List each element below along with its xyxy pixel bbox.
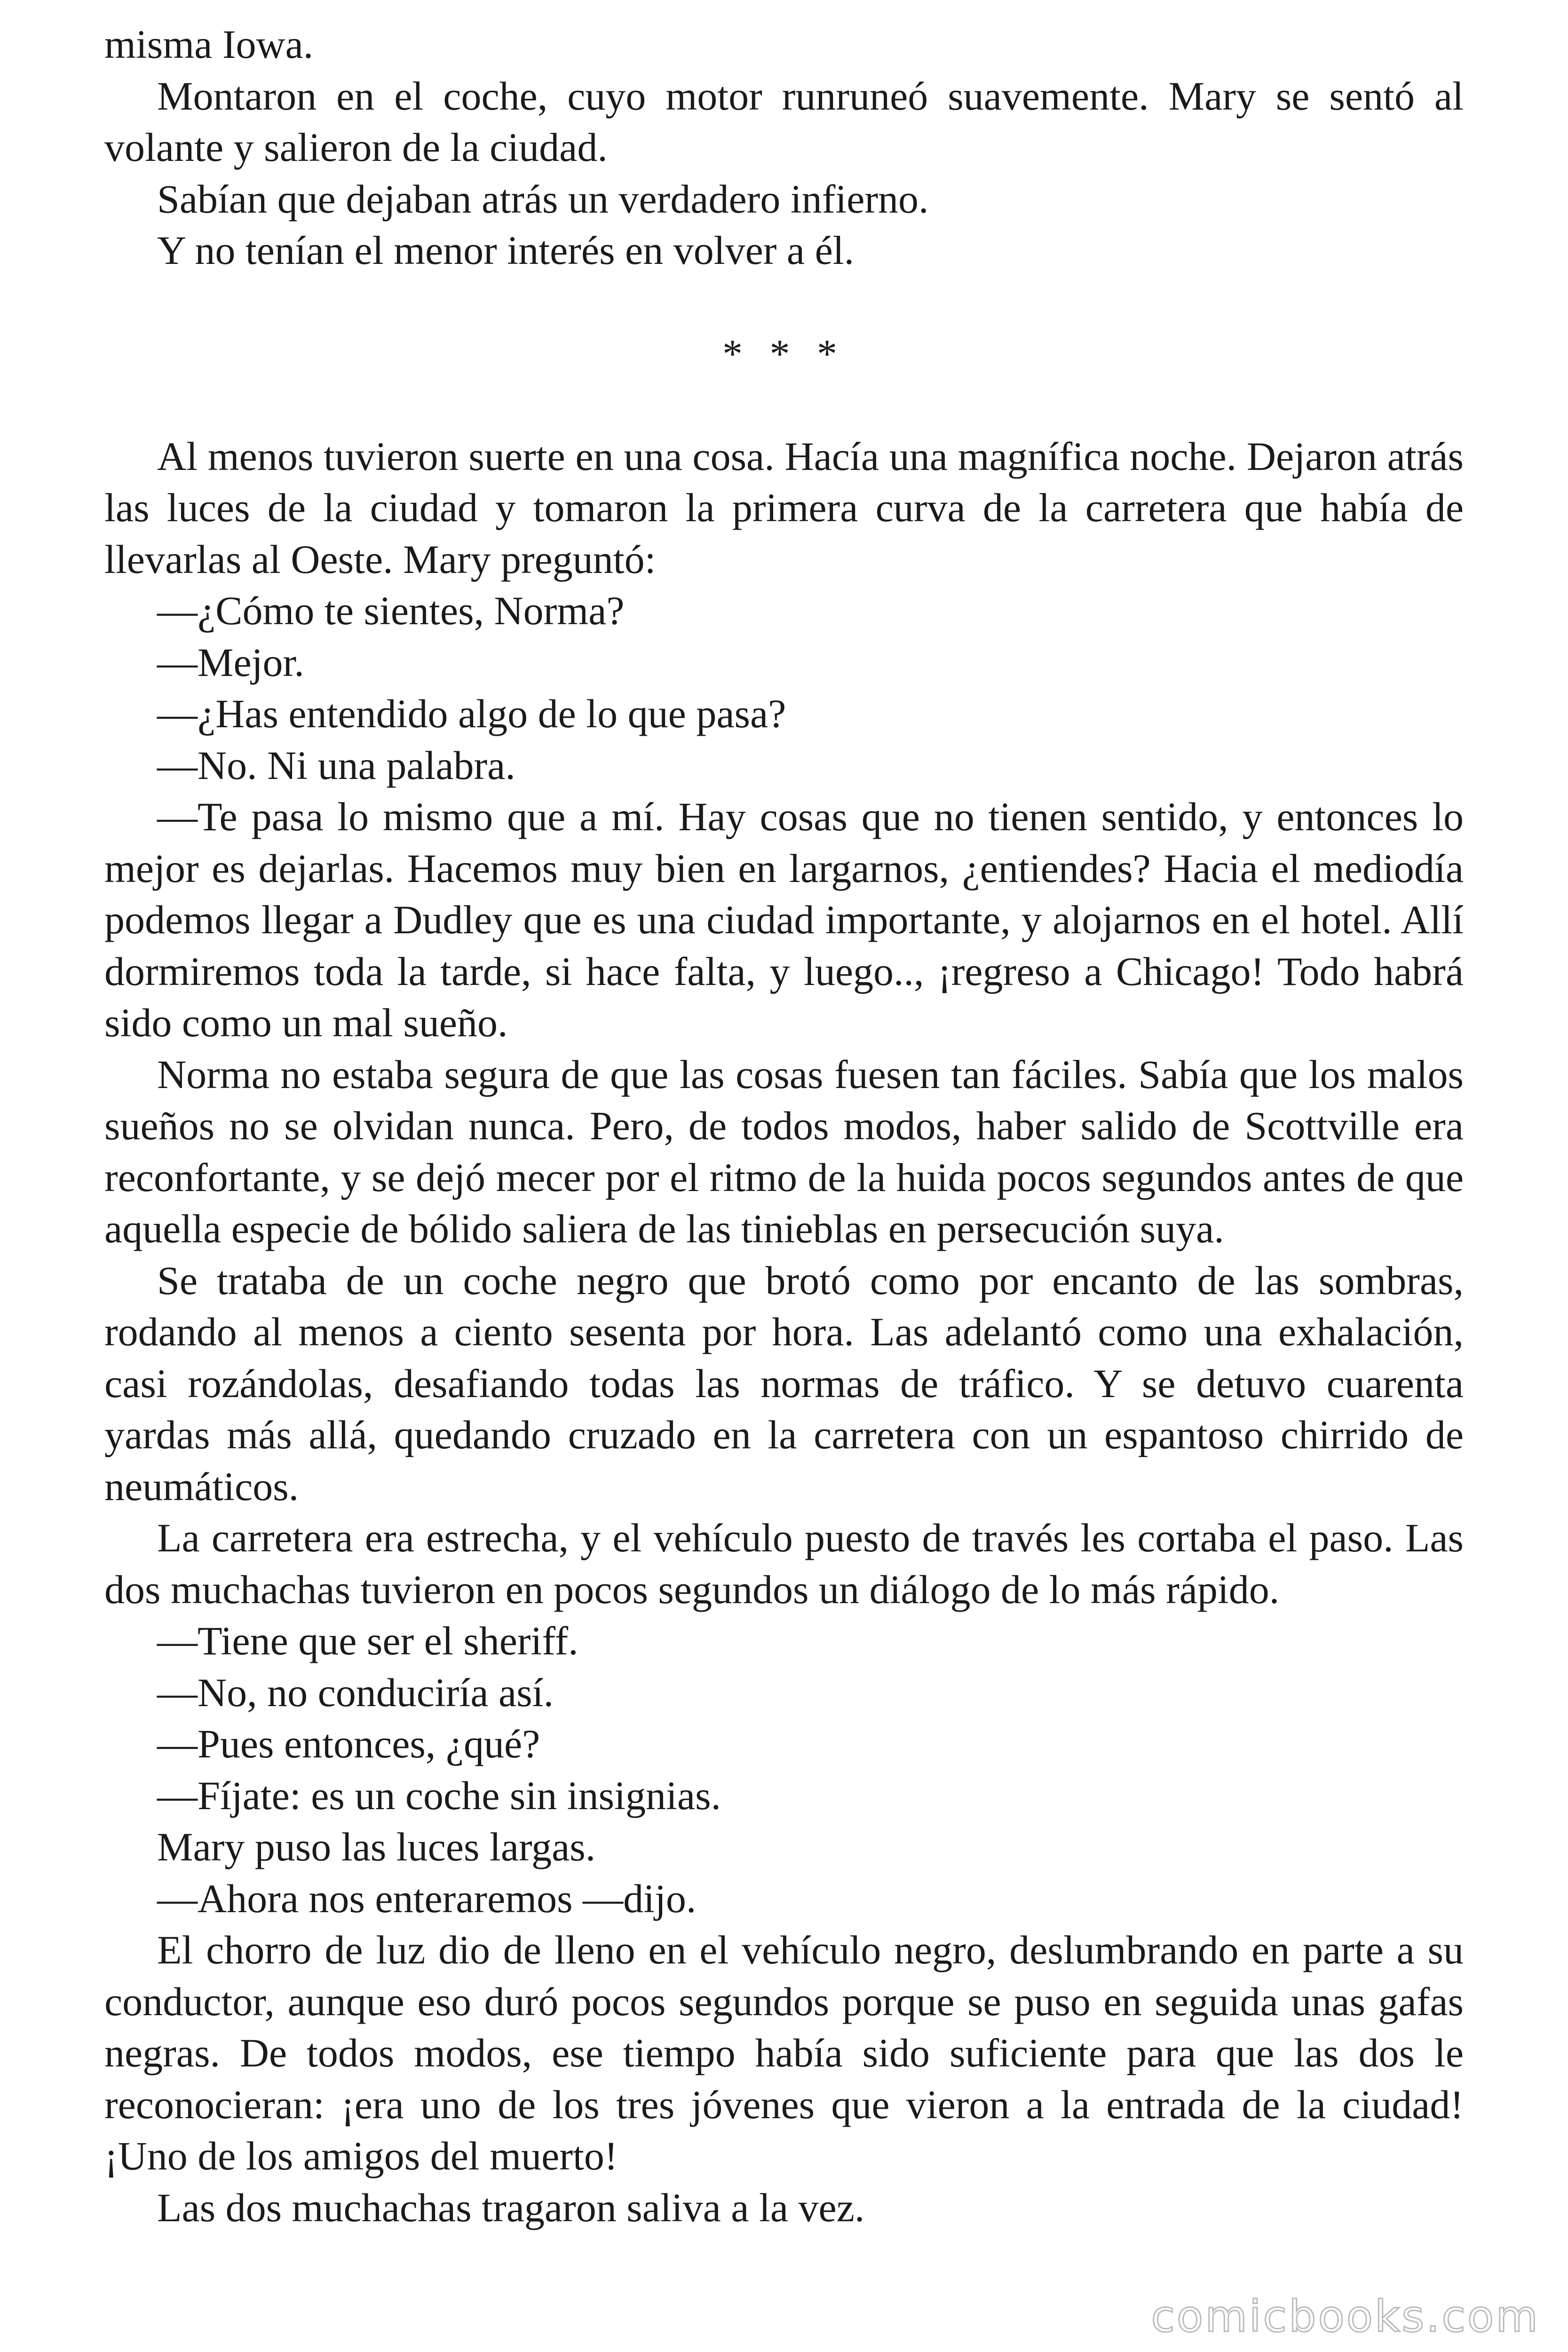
watermark: comicbooks.com bbox=[1151, 2291, 1540, 2342]
paragraph: Se trataba de un coche negro que brotó como por encanto de las sombras, rodando al menos a ciento sesenta por hora. Las adelantó como una exhalación, casi rozándolas, desafiando todas las normas de tráfico. Y se detuvo cuarenta yardas más allá, quedando cruzado en la carretera con un espantoso chirrido de neumáticos. bbox=[104, 1257, 1464, 1509]
paragraph: La carretera era estrecha, y el vehículo puesto de través les cortaba el paso. Las dos muchachas tuvieron en pocos segundos un diálogo de lo más rápido. bbox=[104, 1515, 1464, 1612]
paragraph: Al menos tuvieron suerte en una cosa. Hacía una magnífica noche. Dejaron atrás las luces de la ciudad y tomaron la primera curva de la carretera que había de llevarlas al Oeste. Mary preguntó: bbox=[104, 433, 1464, 582]
paragraph: Y no tenían el menor interés en volver a él. bbox=[157, 228, 855, 273]
dialogue-line: —¿Has entendido algo de lo que pasa? bbox=[157, 691, 786, 736]
paragraph: Las dos muchachas tragaron saliva a la vez. bbox=[157, 2185, 865, 2230]
section-separator: * * * bbox=[722, 331, 846, 376]
dialogue-line: —Ahora nos enteraremos —dijo. bbox=[157, 1875, 697, 1921]
paragraph: El chorro de luz dio de lleno en el vehículo negro, deslumbrando en parte a su conductor, aunque eso duró pocos segundos porque se puso en seguida unas gafas negras. De todos modos, ese tiempo había sido suficiente para que las dos le reconocieran: ¡era uno de los tres jóvenes que vieron a la entrada de la ciudad! ¡Uno de los amigos del muerto! bbox=[104, 1927, 1464, 2178]
dialogue-line: —¿Cómo te sientes, Norma? bbox=[157, 588, 625, 633]
dialogue-line: —Fíjate: es un coche sin insignias. bbox=[157, 1772, 721, 1818]
book-page bbox=[104, 19, 1464, 2233]
paragraph: Mary puso las luces largas. bbox=[157, 1824, 596, 1869]
dialogue-line: —Te pasa lo mismo que a mí. Hay cosas que no tienen sentido, y entonces lo mejor es dejarlas. Hacemos muy bien en largarnos, ¿entiendes? Hacia el mediodía podemos llegar a Dudley que es una ciudad importante, y alojarnos en el hotel. Allí dormiremos toda la tarde, si hace falta, y luego.., ¡regreso a Chicago! Todo habrá sido como un mal sueño. bbox=[104, 794, 1464, 1045]
dialogue-line: —Mejor. bbox=[157, 639, 304, 685]
dialogue-line: —No. Ni una palabra. bbox=[157, 742, 515, 788]
paragraph: Montaron en el coche, cuyo motor runruneó suavemente. Mary se sentó al volante y salieron de la ciudad. bbox=[104, 73, 1464, 170]
paragraph: Norma no estaba segura de que las cosas fuesen tan fáciles. Sabía que los malos sueños no se olvidan nunca. Pero, de todos modos, haber salido de Scottville era reconfortante, y se dejó mecer por el ritmo de la huida pocos segundos antes de que aquella especie de bólido saliera de las tinieblas en persecución suya. bbox=[104, 1051, 1464, 1251]
paragraph-continuation: misma Iowa. bbox=[104, 22, 314, 67]
dialogue-line: —No, no conduciría así. bbox=[157, 1669, 554, 1715]
dialogue-line: —Tiene que ser el sheriff. bbox=[157, 1618, 578, 1663]
paragraph: Sabían que dejaban atrás un verdadero infierno. bbox=[157, 176, 929, 222]
dialogue-line: —Pues entonces, ¿qué? bbox=[157, 1721, 540, 1766]
